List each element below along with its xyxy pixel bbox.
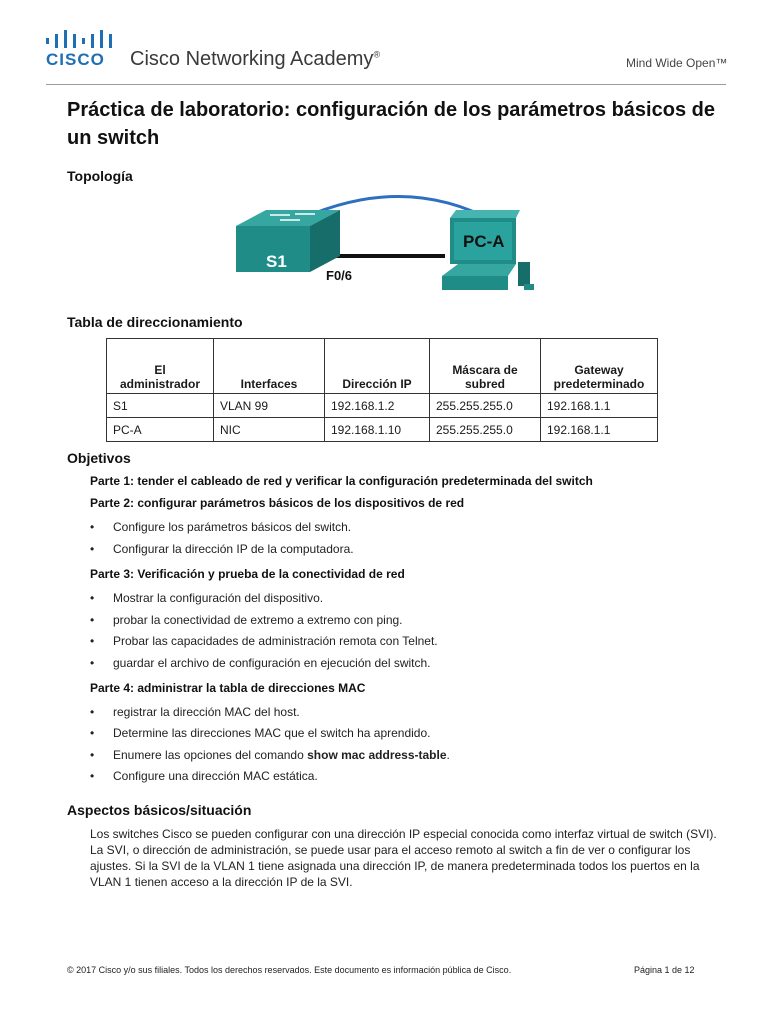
table-cell: 192.168.1.10 xyxy=(325,418,430,442)
table-header-cell: Máscara de subred xyxy=(430,339,541,394)
table-cell: PC-A xyxy=(107,418,214,442)
table-header-row xyxy=(107,339,658,394)
switch-label: S1 xyxy=(266,252,287,271)
table-cell: NIC xyxy=(214,418,325,442)
section-addressing-heading: Tabla de direccionamiento xyxy=(67,314,243,330)
table-header-cell: Interfaces xyxy=(214,339,325,394)
table-header-cell: El administrador xyxy=(107,339,214,394)
table-cell: 192.168.1.2 xyxy=(325,394,430,418)
table-row xyxy=(107,394,658,418)
cisco-logo-bars-icon xyxy=(46,30,116,48)
background-paragraph: Los switches Cisco se pueden configurar con una dirección IP especial conocida como interfaz virtual de switch (SVI). La SVI, o dirección de administración, se puede usar para el acceso remoto al switch a fin de ver o configurar los ajustes. Si la SVI de la VLAN 1 tiene asignada una dirección IP, de manera predeterminada todos los puertos en la VLAN 1 tienen acceso a la dirección IP de la SVI. xyxy=(90,827,717,889)
section-topology-heading: Topología xyxy=(67,168,133,184)
page-header xyxy=(0,0,768,88)
list-item: • Determine las direcciones MAC que el switch ha aprendido. xyxy=(90,726,431,740)
page-number: Página 1 de 12 xyxy=(634,965,695,975)
table-cell: 255.255.255.0 xyxy=(430,394,541,418)
list-item: • Configure una dirección MAC estática. xyxy=(90,769,318,783)
command-text: show mac address-table xyxy=(307,748,447,762)
table-cell: VLAN 99 xyxy=(214,394,325,418)
table-row xyxy=(107,418,658,442)
objective-part-1: Parte 1: tender el cableado de red y verificar la configuración predeterminada del switch xyxy=(90,474,593,488)
tagline: Mind Wide Open™ xyxy=(626,56,728,70)
table-cell: 192.168.1.1 xyxy=(541,418,658,442)
list-item: • registrar la dirección MAC del host. xyxy=(90,705,300,719)
table-header-cell: Gateway predeterminado xyxy=(541,339,658,394)
table-header-cell: Dirección IP xyxy=(325,339,430,394)
section-objectives-heading: Objetivos xyxy=(67,450,131,466)
port-label: F0/6 xyxy=(326,268,353,283)
header-divider xyxy=(46,84,726,85)
list-item: • Probar las capacidades de administración remota con Telnet. xyxy=(90,634,438,648)
switch-icon xyxy=(236,210,340,272)
section-background-heading: Aspectos básicos/situación xyxy=(67,802,252,818)
academy-title: Cisco Networking Academy® xyxy=(130,48,381,70)
addressing-table xyxy=(106,338,658,442)
table-cell: S1 xyxy=(107,394,214,418)
objective-part-2: Parte 2: configurar parámetros básicos de los dispositivos de red xyxy=(90,496,465,510)
list-item: • Enumere las opciones del comando show mac address-table. xyxy=(90,748,450,762)
page-title: Práctica de laboratorio: configuración de los parámetros básicos de un switch xyxy=(67,99,715,149)
list-item: • guardar el archivo de configuración en ejecución del switch. xyxy=(90,656,431,670)
topology-diagram xyxy=(230,190,550,300)
footer-copyright: © 2017 Cisco y/o sus filiales. Todos los derechos reservados. Este documento es información pública de Cisco. xyxy=(67,965,512,975)
table-cell: 255.255.255.0 xyxy=(430,418,541,442)
cisco-logo-text: CISCO xyxy=(46,50,105,69)
list-item: • probar la conectividad de extremo a extremo con ping. xyxy=(90,613,403,627)
list-item: • Configurar la dirección IP de la computadora. xyxy=(90,542,354,556)
pc-label: PC-A xyxy=(463,232,505,251)
list-item: • Mostrar la configuración del dispositivo. xyxy=(90,591,324,605)
objective-part-4: Parte 4: administrar la tabla de direcciones MAC xyxy=(90,681,366,695)
list-item: • Configure los parámetros básicos del switch. xyxy=(90,520,352,534)
objective-part-3: Parte 3: Verificación y prueba de la conectividad de red xyxy=(90,567,405,581)
table-cell: 192.168.1.1 xyxy=(541,394,658,418)
